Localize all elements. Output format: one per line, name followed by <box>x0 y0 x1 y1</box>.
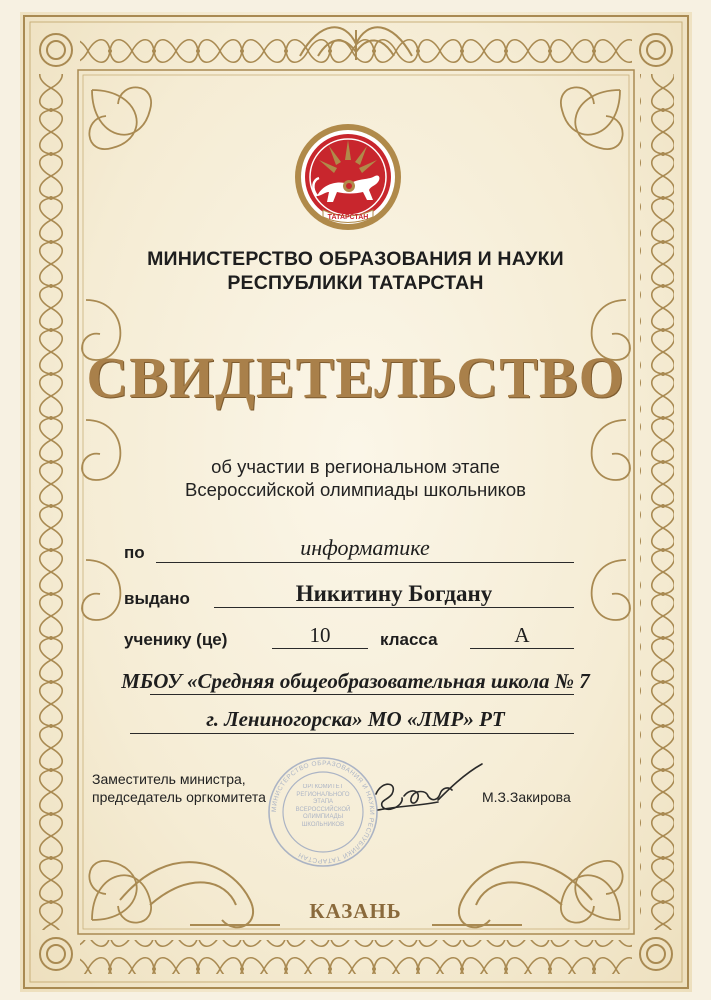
subtitle-line-1: об участии в региональном этапе <box>211 456 500 477</box>
signer-role-line-2: председатель оргкомитета <box>92 789 266 805</box>
student-label: ученику (це) <box>124 630 228 649</box>
issued-label: выдано <box>124 589 190 608</box>
signer-role-line-1: Заместитель министра, <box>92 771 246 787</box>
recipient-name: Никитину Богдану <box>295 581 493 606</box>
school-underline-1 <box>150 694 574 695</box>
class-label: класса <box>380 630 438 649</box>
signer-name: М.З.Закирова <box>482 789 571 805</box>
stamp-inner-text: ОРГКОМИТЕТ РЕГИОНАЛЬНОГО ЭТАПА ВСЕРОССИЙСКОЙ ОЛИМПИАДЫ ШКОЛЬНИКОВ <box>295 784 351 828</box>
official-stamp <box>262 756 384 868</box>
subject-underline <box>156 562 574 563</box>
subject-value: информатике <box>300 535 430 560</box>
certificate-title: СВИДЕТЕЛЬСТВО <box>86 345 625 410</box>
handwritten-signature <box>368 760 488 822</box>
subtitle-line-2: Всероссийской олимпиады школьников <box>185 479 526 500</box>
class-letter-underline <box>470 648 574 649</box>
school-line-1: МБОУ «Средняя общеобразовательная школа № 7 <box>121 669 590 693</box>
school-underline-2 <box>130 733 574 734</box>
tatarstan-emblem <box>293 122 403 232</box>
subject-label: по <box>124 543 145 562</box>
ministry-name-line-1: МИНИСТЕРСТВО ОБРАЗОВАНИЯ И НАУКИ <box>147 248 564 270</box>
stamp-outer-text: МИНИСТЕРСТВО ОБРАЗОВАНИЯ И НАУКИ РЕСПУБЛИКИ ТАТАРСТАН <box>270 759 376 865</box>
issued-underline <box>214 607 574 608</box>
ministry-name-line-2: РЕСПУБЛИКИ ТАТАРСТАН <box>227 272 484 294</box>
class-letter-value: А <box>514 623 530 647</box>
grade-underline <box>272 648 368 649</box>
school-line-2: г. Лениногорска» МО «ЛМР» РТ <box>206 707 505 731</box>
grade-value: 10 <box>309 623 331 647</box>
city-name: КАЗАНЬ <box>309 899 402 923</box>
emblem-label: ТАТАРСТАН <box>327 214 369 221</box>
